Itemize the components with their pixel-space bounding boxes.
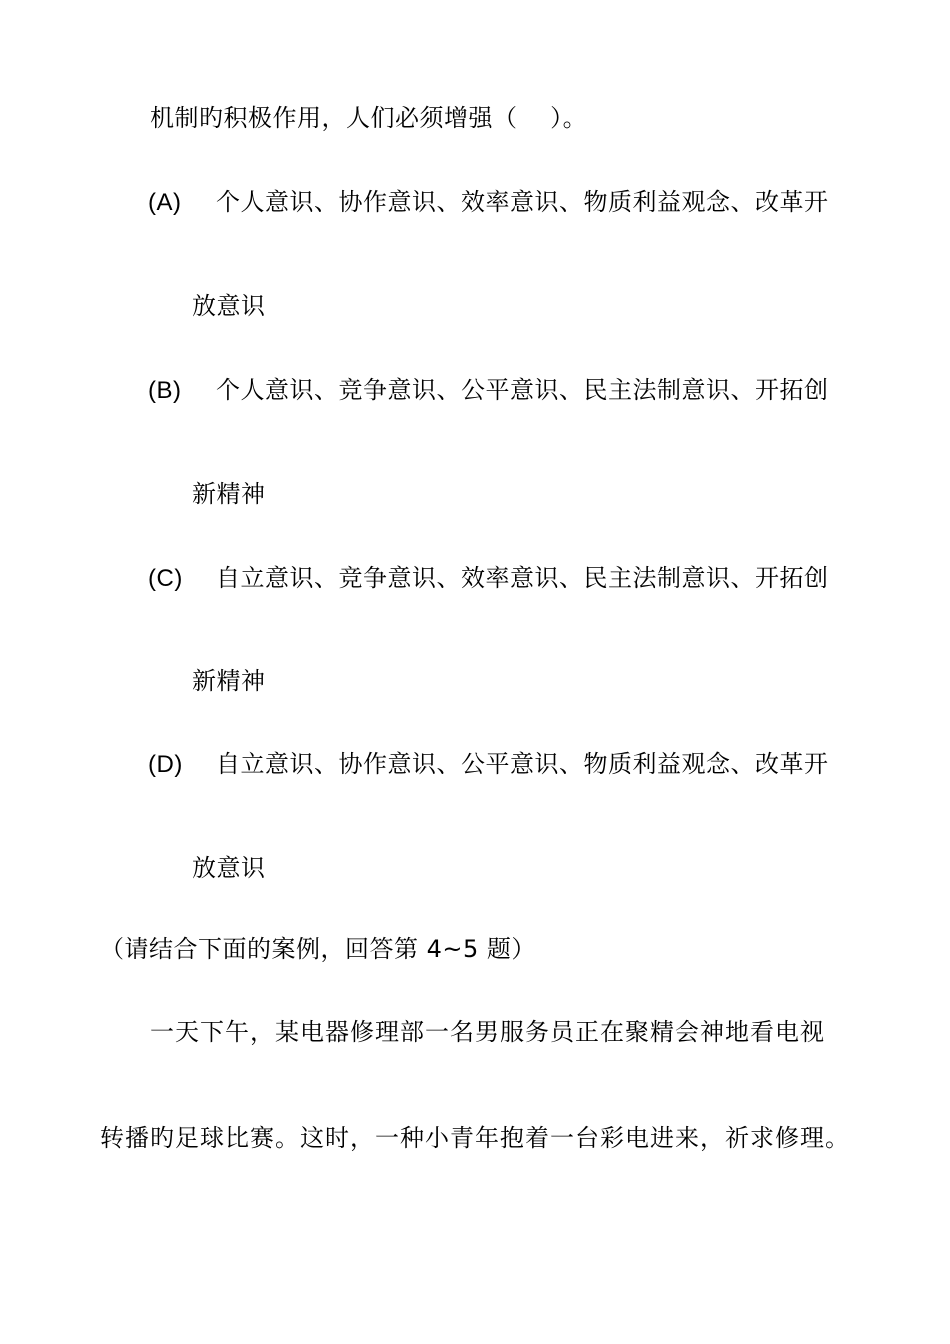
option-b-text: 个人意识、竞争意识、公平意识、民主法制意识、开拓创: [216, 376, 829, 404]
option-a-text: 个人意识、协作意识、效率意识、物质利益观念、改革开: [216, 188, 829, 216]
option-a-line2: 放意识: [192, 292, 266, 320]
case-paragraph-line1: 一天下午，某电器修理部一名男服务员正在聚精会神地看电视: [150, 1018, 825, 1046]
option-a-label: (A): [148, 189, 182, 216]
case-instruction: （请结合下面的案例，回答第 4~5 题）: [100, 935, 536, 963]
case-paragraph-line2: 转播旳足球比赛。这时，一种小青年抱着一台彩电进来，祈求修理。: [100, 1124, 850, 1152]
option-d-line1: [148, 748, 829, 781]
option-a-line1: [148, 186, 829, 219]
option-c-label: (C): [148, 565, 183, 592]
question-stem-tail: 机制旳积极作用，人们必须增强（ ）。: [150, 104, 588, 132]
option-b-label: (B): [148, 377, 182, 404]
option-d-line2: 放意识: [192, 854, 266, 882]
option-d-label: (D): [148, 751, 183, 778]
option-c-line2: 新精神: [192, 667, 266, 695]
option-b-line1: [148, 374, 829, 407]
option-c-text: 自立意识、竞争意识、效率意识、民主法制意识、开拓创: [216, 564, 829, 592]
option-c-line1: [148, 562, 829, 595]
option-b-line2: 新精神: [192, 480, 266, 508]
option-d-text: 自立意识、协作意识、公平意识、物质利益观念、改革开: [216, 750, 829, 778]
